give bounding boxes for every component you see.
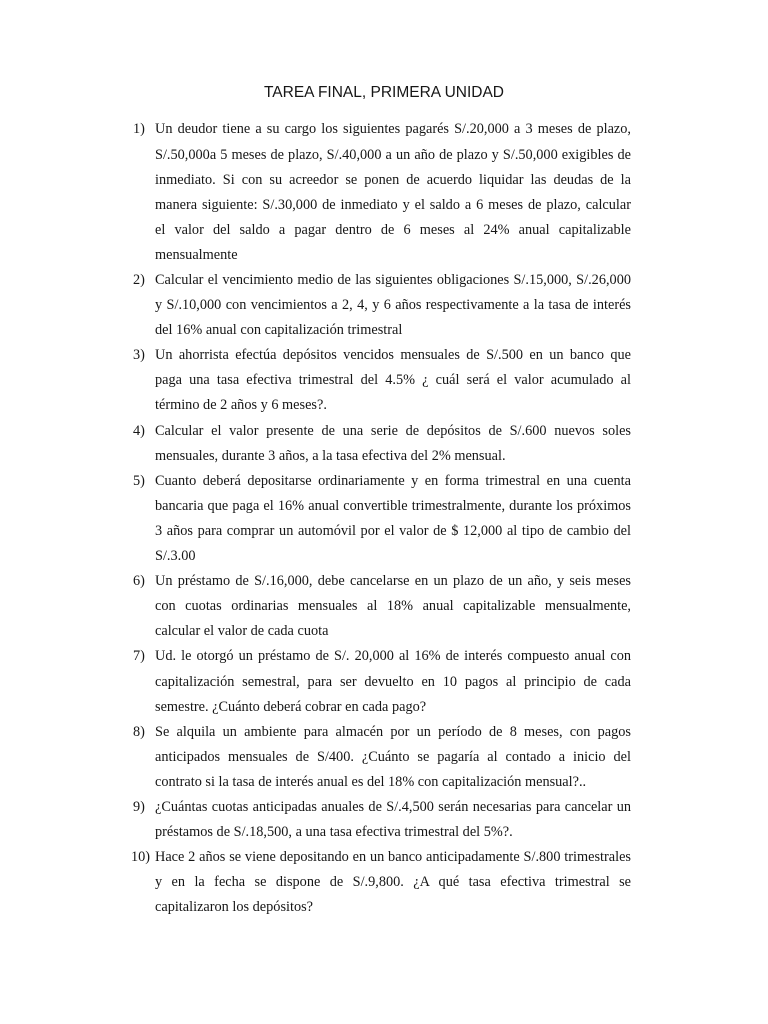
item-line: contrato si la tasa de interés anual es del 18% con capitalización mensual?.. [155, 773, 587, 790]
item-line: y S/.10,000 con vencimientos a 2, 4, y 6 años respectivamente a la tasa de interés [155, 297, 631, 314]
item-line: mensualmente [155, 246, 238, 263]
exercise-item-10 [131, 845, 631, 920]
exercise-item-3 [133, 343, 631, 418]
item-number: 2) [133, 272, 145, 288]
item-line: S/.50,000a 5 meses de plazo, S/.40,000 a un año de plazo y S/.50,000 exigibles de [155, 146, 631, 163]
exercise-item-7 [133, 644, 631, 719]
item-line: anticipados mensuales de S/400. ¿Cuánto se pagaría al contado a inicio del [155, 748, 631, 765]
item-number: 7) [133, 648, 145, 665]
item-line: Hace 2 años se viene depositando en un banco anticipadamente S/.800 trimestrales [155, 849, 631, 866]
item-line: semestre. ¿Cuánto deberá cobrar en cada pago? [155, 698, 427, 715]
item-line: inmediato. Si con su acreedor se ponen de acuerdo liquidar las deudas de la [155, 171, 631, 188]
exercise-item-4 [133, 419, 631, 469]
page-title: TAREA FINAL, PRIMERA UNIDAD [263, 84, 504, 101]
item-line: paga una tasa efectiva trimestral del 4.5% ¿ cuál será el valor acumulado al [155, 372, 631, 389]
item-number: 8) [133, 723, 145, 740]
item-line: del 16% anual con capitalización trimestral [155, 322, 403, 339]
item-line: Ud. le otorgó un préstamo de S/. 20,000 al 16% de interés compuesto anual con [155, 648, 631, 665]
item-number: 6) [133, 573, 145, 590]
exercise-item-9 [133, 795, 631, 845]
item-number: 9) [133, 798, 145, 815]
item-line: 3 años para comprar un automóvil por el valor de $ 12,000 al tipo de cambio del [155, 522, 631, 539]
item-number: 1) [133, 121, 145, 138]
item-line: Calcular el valor presente de una serie de depósitos de S/.600 nuevos soles [155, 422, 631, 439]
exercise-list [131, 117, 631, 920]
item-line: Calcular el vencimiento medio de las siguientes obligaciones S/.15,000, S/.26,000 [155, 272, 631, 288]
item-line: bancaria que paga el 16% anual convertible trimestralmente, durante los próximos [155, 497, 631, 514]
exercise-item-5 [133, 469, 631, 569]
exercise-item-8 [133, 720, 631, 795]
item-line: Cuanto deberá depositarse ordinariamente y en forma trimestral en una cuenta [155, 472, 631, 489]
item-line: con cuotas ordinarias mensuales al 18% anual capitalizable mensualmente, [155, 598, 631, 615]
exercise-item-6 [133, 569, 631, 644]
item-line: préstamos de S/.18,500, a una tasa efectiva trimestral del 5%?. [155, 824, 513, 841]
item-line: manera siguiente: S/.30,000 de inmediato y el saldo a 6 meses de plazo, calcular [155, 196, 631, 213]
item-line: y en la fecha se dispone de S/.9,800. ¿A qué tasa efectiva trimestral se [155, 874, 631, 891]
item-line: término de 2 años y 6 meses?. [155, 397, 327, 414]
item-line: S/.3.00 [155, 548, 196, 565]
item-line: capitalizaron los depósitos? [155, 899, 314, 916]
item-line: Un ahorrista efectúa depósitos vencidos mensuales de S/.500 en un banco que [155, 347, 631, 364]
item-line: Un préstamo de S/.16,000, debe cancelarse en un plazo de un año, y seis meses [155, 573, 631, 590]
item-line: Se alquila un ambiente para almacén por un período de 8 meses, con pagos [155, 723, 631, 740]
item-line: el valor del saldo a pagar dentro de 6 meses al 24% anual capitalizable [155, 221, 631, 238]
exercise-item-2 [133, 268, 631, 343]
item-line: calcular el valor de cada cuota [155, 623, 329, 640]
item-line: ¿Cuántas cuotas anticipadas anuales de S/.4,500 serán necesarias para cancelar un [155, 798, 631, 815]
item-number: 3) [133, 347, 145, 364]
exercise-item-1 [133, 117, 631, 268]
item-number: 10) [131, 849, 151, 866]
item-number: 4) [133, 422, 145, 439]
item-line: mensuales, durante 3 años, a la tasa efectiva del 2% mensual. [155, 447, 506, 464]
item-line: Un deudor tiene a su cargo los siguientes pagarés S/.20,000 a 3 meses de plazo, [155, 121, 631, 138]
item-number: 5) [133, 472, 145, 489]
item-line: capitalización semestral, para ser devuelto en 10 pagos al principio de cada [155, 673, 631, 690]
